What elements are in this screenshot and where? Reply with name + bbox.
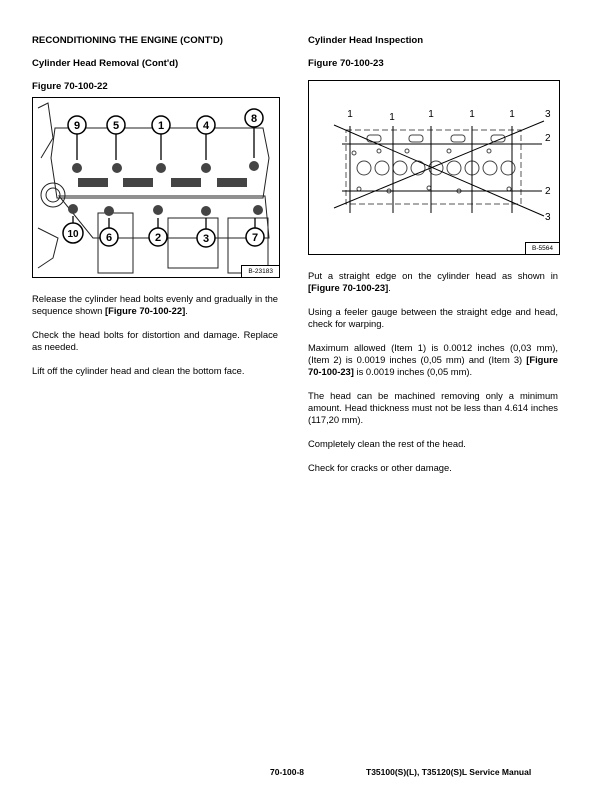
callout-1 xyxy=(152,116,170,134)
figure-reference[interactable]: [Figure 70-100-23] xyxy=(308,282,389,293)
svg-text:6: 6 xyxy=(105,232,113,244)
paragraph-check-bolts: Check the head bolts for distortion and damage. Replace as needed. xyxy=(32,329,278,352)
label-item-3: 3 xyxy=(545,212,551,223)
svg-text:9: 9 xyxy=(73,120,81,132)
callout-9 xyxy=(68,116,86,134)
paragraph-max-allowed: Maximum allowed (Item 1) is 0.0012 inches (0,03 mm), (Item 2) is 0.0019 inches (0,05 mm) and (Item 3) [Figure 70-100-23] is 0.0019 inches (0,05 mm). xyxy=(308,342,558,377)
svg-text:3: 3 xyxy=(202,233,210,245)
subheading: Cylinder Head Removal (Cont'd) xyxy=(32,58,179,69)
svg-text:4: 4 xyxy=(202,120,210,132)
paragraph-lift-off: Lift off the cylinder head and clean the bottom face. xyxy=(32,365,245,376)
section-heading-right: Cylinder Head Inspection xyxy=(308,35,424,46)
figure-title-right: Figure 70-100-23 xyxy=(308,58,384,69)
manual-title: T35100(S)(L), T35120(S)L Service Manual xyxy=(366,767,532,777)
svg-text:5: 5 xyxy=(112,120,120,132)
svg-text:1: 1 xyxy=(157,120,165,132)
paragraph-feeler-gauge: Using a feeler gauge between the straight edge and head, check for warping. xyxy=(308,306,558,329)
figure-70-100-23 xyxy=(308,80,560,255)
callout-6 xyxy=(100,228,118,246)
label-item-1: 1 xyxy=(389,112,395,123)
cylinder-head-straightedge-diagram xyxy=(309,81,559,254)
svg-text:2: 2 xyxy=(154,232,162,244)
paragraph-clean: Completely clean the rest of the head. xyxy=(308,438,466,449)
callout-4 xyxy=(197,116,215,134)
label-item-1: 1 xyxy=(347,109,353,120)
label-item-1: 1 xyxy=(469,109,475,120)
svg-text:8: 8 xyxy=(250,113,258,125)
page-number: 70-100-8 xyxy=(270,767,305,777)
label-item-2: 2 xyxy=(545,133,551,144)
svg-text:7: 7 xyxy=(251,232,259,244)
figure-70-100-22 xyxy=(32,97,280,278)
callout-7 xyxy=(246,228,264,246)
figure-code: B-5564 xyxy=(525,242,560,255)
paragraph-machining: The head can be machined removing only a minimum amount. Head thickness must not be less than 4.614 inches (117,20 mm). xyxy=(308,390,558,425)
callout-10 xyxy=(63,223,83,243)
svg-text:10: 10 xyxy=(67,229,79,240)
callout-3 xyxy=(197,229,215,247)
paragraph-release: Release the cylinder head bolts evenly and gradually in the sequence shown [Figure 70-100-22]. xyxy=(32,293,278,316)
figure-title-left: Figure 70-100-22 xyxy=(32,81,108,92)
figure-reference[interactable]: [Figure 70-100-23] xyxy=(308,354,558,377)
callout-2 xyxy=(149,228,167,246)
label-item-1: 1 xyxy=(509,109,515,120)
label-item-2: 2 xyxy=(545,186,551,197)
label-item-1: 1 xyxy=(428,109,434,120)
figure-reference[interactable]: [Figure 70-100-22] xyxy=(104,305,186,316)
paragraph-cracks: Check for cracks or other damage. xyxy=(308,462,452,473)
section-heading: RECONDITIONING THE ENGINE (CONT'D) xyxy=(32,35,223,46)
paragraph-straight-edge: Put a straight edge on the cylinder head as shown in [Figure 70-100-23]. xyxy=(308,270,558,293)
figure-code: B-23183 xyxy=(241,265,280,278)
callout-5 xyxy=(107,116,125,134)
callout-8 xyxy=(245,109,263,127)
engine-head-illustration xyxy=(33,98,279,277)
label-item-3: 3 xyxy=(545,109,551,120)
